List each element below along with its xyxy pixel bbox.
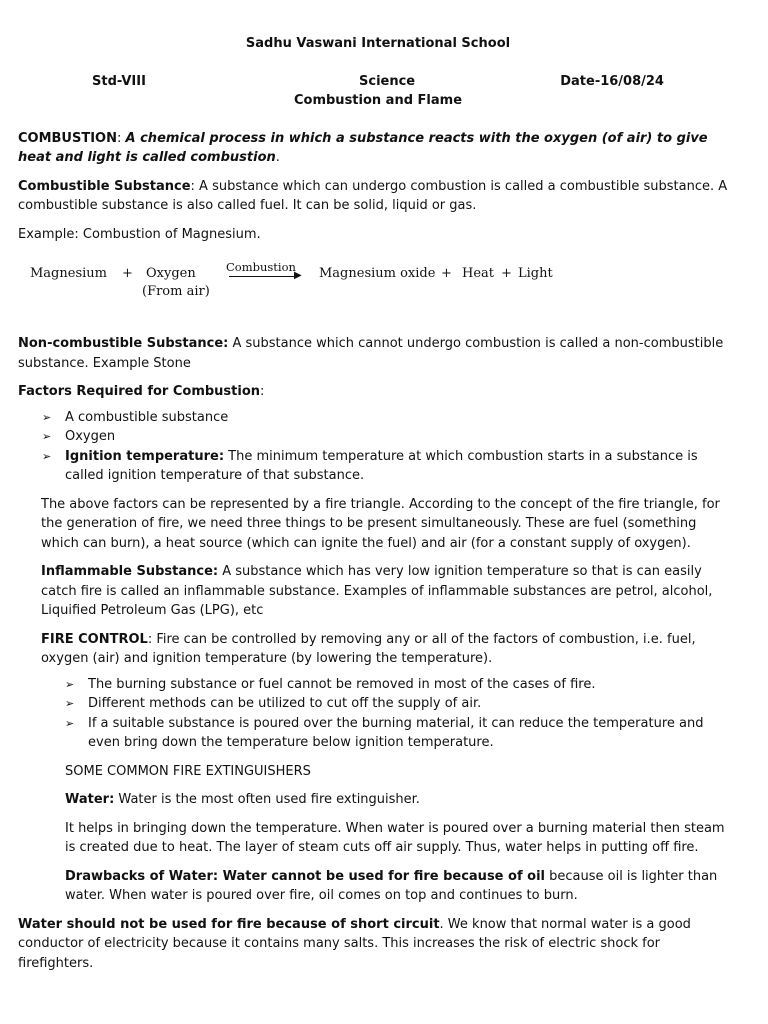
eq-plus-1: + xyxy=(122,266,133,281)
std-label: Std-VIII xyxy=(92,73,146,89)
reaction-arrow-line xyxy=(229,276,299,277)
list-item: ➢ Oxygen xyxy=(18,427,738,447)
inflammable-term: Inflammable Substance: xyxy=(41,564,219,579)
eq-reactant-2: Oxygen xyxy=(146,266,196,281)
eq-product-2: Heat xyxy=(462,266,495,281)
eq-plus-2: + xyxy=(441,266,452,281)
arrow-bullet-icon: ➢ xyxy=(65,716,75,730)
short-circuit-paragraph xyxy=(18,915,738,974)
water-term: Water: xyxy=(65,792,115,807)
inflammable-text: A substance which has very low ignition temperature so that is can easily catch fire is called an inflammable substance. Examples of inflammable substances are petrol, alcohol, Liquified Petroleum Gas (LPG), etc xyxy=(41,564,713,618)
topic-title: Combustion and Flame xyxy=(293,93,463,108)
drawbacks-text: because oil is lighter than water. When water is poured over fire, oil comes on top and continues to burn. xyxy=(65,868,718,903)
arrow-bullet-icon: ➢ xyxy=(42,410,52,424)
header-row xyxy=(18,72,738,92)
non-combustible-text: A substance which cannot undergo combustion is called a non-combustible substance. Example Stone xyxy=(18,336,724,371)
fire-control-paragraph xyxy=(18,630,738,669)
fire-control-list xyxy=(18,675,738,753)
short-circuit-term: Water should not be used for fire because of short circuit xyxy=(18,916,440,932)
arrow-bullet-icon: ➢ xyxy=(65,697,75,710)
subject-label: Science xyxy=(359,73,416,89)
combustion-equation xyxy=(18,258,738,316)
eq-reactant-1: Magnesium xyxy=(30,266,107,281)
example-line: Example: Combustion of Magnesium. xyxy=(18,226,261,242)
list-item: ➢ If a suitable substance is poured over the burning material, it can reduce the temperature and even bring down the temperature below ignition temperature. xyxy=(65,715,704,750)
drawbacks-term: Drawbacks of Water: Water cannot be used for fire because of oil xyxy=(65,868,545,884)
eq-plus-3: + xyxy=(501,266,512,281)
fire-triangle-paragraph: The above factors can be represented by a fire triangle. According to the concept of the fire triangle, for the generation of fire, we need three things to be present simultaneously. These are fuel (something which can burn), a heat source (which can ignite the fuel) and air (for a constant supply of oxygen). xyxy=(41,496,720,551)
water-helps-paragraph: It helps in bringing down the temperature. When water is poured over a burning material then steam is created due to heat. The layer of steam cuts off air supply. Thus, water helps in putting off fire. xyxy=(65,820,725,855)
eq-reactant-2-note: (From air) xyxy=(142,284,210,299)
date-label: Date-16/08/24 xyxy=(560,73,664,89)
eq-product-1: Magnesium oxide xyxy=(319,266,436,281)
combustible-paragraph xyxy=(18,177,738,216)
factors-heading: Factors Required for Combustion: xyxy=(18,384,265,399)
arrow-bullet-icon: ➢ xyxy=(42,449,52,463)
factors-list xyxy=(18,408,738,486)
combustible-text: : A substance which can undergo combustion is called a combustible substance. A combustible substance is also called fuel. It can be solid, liquid or gas. xyxy=(18,178,728,213)
list-item: ➢ Different methods can be utilized to cut off the supply of air. xyxy=(18,694,738,714)
combustion-definition xyxy=(18,129,738,168)
list-item: ➢ The burning substance or fuel cannot be removed in most of the cases of fire. xyxy=(18,675,738,695)
fire-control-text: : Fire can be controlled by removing any or all of the factors of combustion, i.e. fuel, oxygen (air) and ignition temperature (by lowering the temperature). xyxy=(41,631,696,666)
fire-control-term: FIRE CONTROL xyxy=(41,631,148,647)
document-page xyxy=(18,34,738,973)
short-circuit-text: . We know that normal water is a good conductor of electricity because it contains many salts. This increases the risk of electric shock for firefighters. xyxy=(18,916,691,971)
combustion-end: . xyxy=(275,150,280,165)
water-text: Water is the most often used fire extinguisher. xyxy=(114,792,420,807)
water-paragraph xyxy=(18,790,738,810)
list-item: ➢ Ignition temperature: The minimum temperature at which combustion starts in a substance is called ignition temperature of that substance. xyxy=(42,448,698,483)
combustion-sep: : xyxy=(117,130,126,146)
non-combustible-term: Non-combustible Substance: xyxy=(18,336,229,351)
school-name: Sadhu Vaswani International School xyxy=(245,36,511,51)
list-item: ➢ A combustible substance xyxy=(18,408,738,428)
drawbacks-paragraph xyxy=(18,867,738,906)
arrow-bullet-icon: ➢ xyxy=(42,430,52,443)
combustion-text: A chemical process in which a substance reacts with the oxygen (of air) to give heat and light is called combustion xyxy=(18,130,708,165)
reaction-arrow-head-icon: ▶ xyxy=(294,270,302,281)
eq-condition: Combustion xyxy=(226,260,296,274)
eq-product-3: Light xyxy=(518,266,553,281)
non-combustible-paragraph xyxy=(18,334,738,373)
extinguishers-heading: SOME COMMON FIRE EXTINGUISHERS xyxy=(65,763,311,779)
arrow-bullet-icon: ➢ xyxy=(65,677,75,691)
inflammable-paragraph xyxy=(18,562,738,621)
combustible-term: Combustible Substance xyxy=(18,178,191,194)
combustion-term: COMBUSTION xyxy=(18,130,117,146)
